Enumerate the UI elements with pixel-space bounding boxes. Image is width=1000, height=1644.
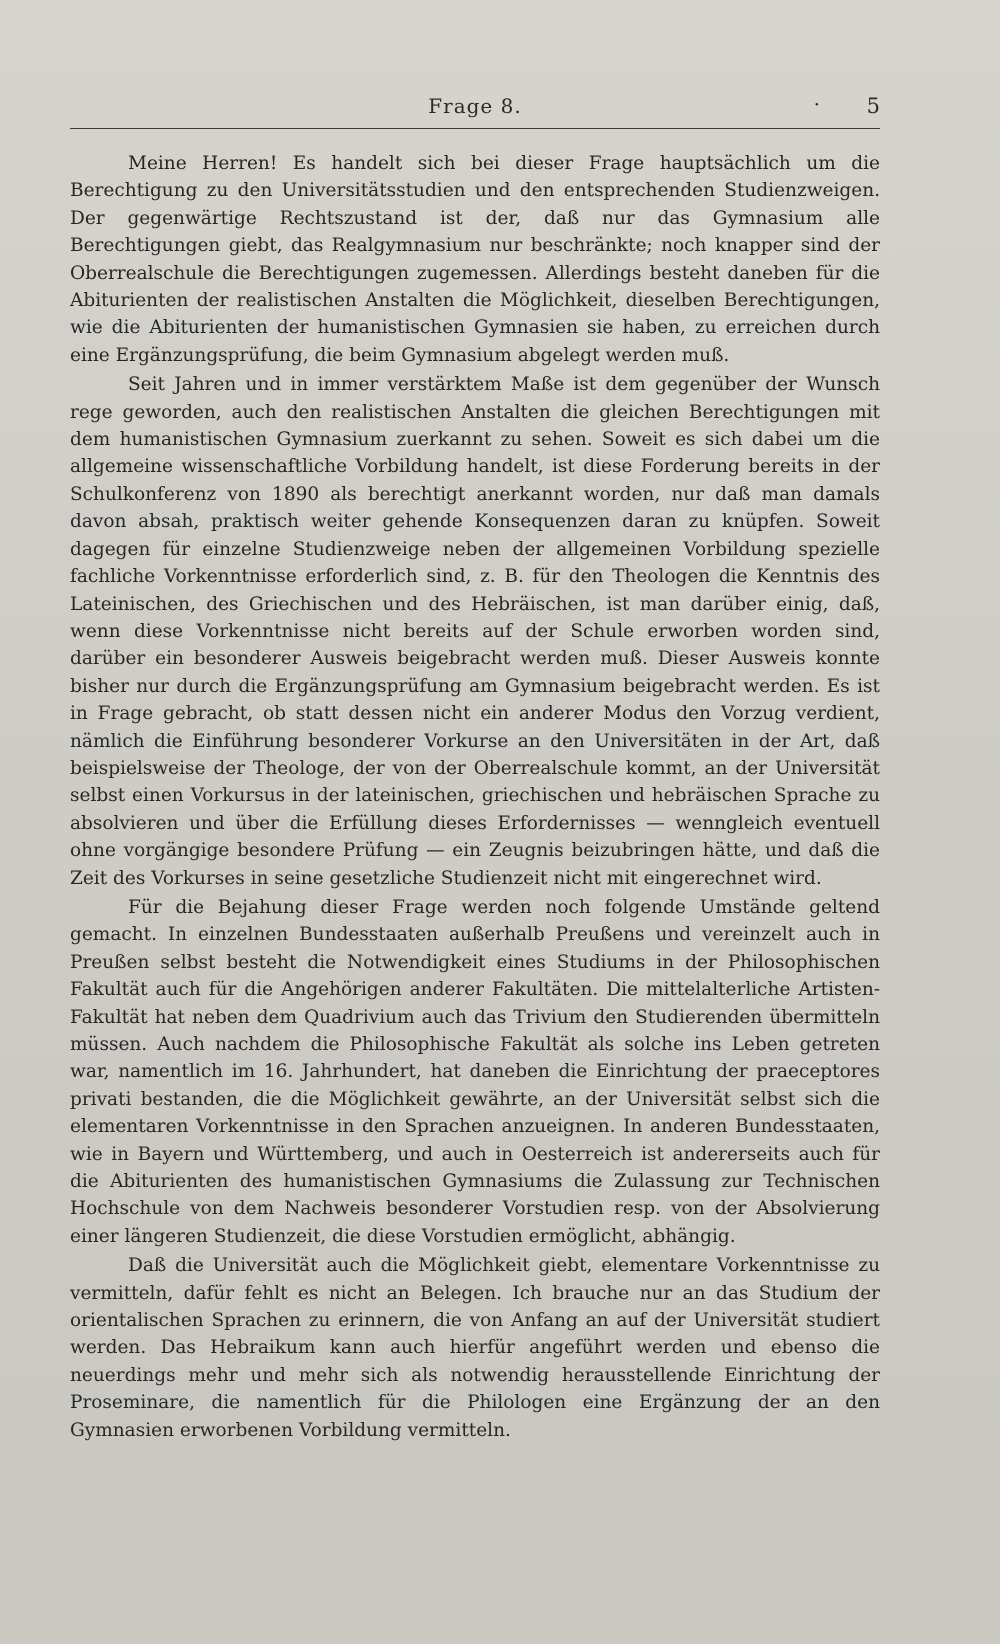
body-text	[70, 150, 880, 1446]
paragraph-3: Für die Bejahung dieser Frage werden noch folgende Umstände geltend gemacht. In einzelnen Bundesstaaten außerhalb Preußens und vereinzelt auch in Preußen selbst besteht die Notwendigkeit eines Studiums in der Philosophischen Fakultät auch für die Angehörigen anderer Fakultäten. Die mittelalterliche Artisten-Fakultät hat neben dem Quadrivium auch das Trivium den Studierenden übermitteln müssen. Auch nachdem die Philosophische Fakultät als solche ins Leben getreten war, namentlich im 16. Jahrhundert, hat daneben die Einrichtung der praeceptores privati bestanden, die die Möglichkeit gewährte, an der Universität selbst sich die elementaren Vorkenntnisse in den Sprachen anzueignen. In anderen Bundesstaaten, wie in Bayern und Württemberg, und auch in Oesterreich ist andererseits auch für die Abiturienten des humanistischen Gymnasiums die Zulassung zur Technischen Hochschule von dem Nachweis besonderer Vorstudien resp. von der Absolvierung einer längeren Studienzeit, die diese Vorstudien ermöglicht, abhängig.	[70, 896, 880, 1247]
page-number: 5	[866, 94, 880, 118]
paragraph-2: Seit Jahren und in immer verstärktem Maße ist dem gegenüber der Wunsch rege geworden, auch den realistischen Anstalten die gleichen Berechtigungen mit dem humanistischen Gymnasium zuerkannt zu sehen. Soweit es sich dabei um die allgemeine wissenschaftliche Vorbildung handelt, ist diese Forderung bereits in der Schulkonferenz von 1890 als berechtigt anerkannt worden, nur daß man damals davon absah, praktisch weiter gehende Konsequenzen daran zu knüpfen. Soweit dagegen für einzelne Studienzweige neben der allgemeinen Vorbildung spezielle fachliche Vorkenntnisse erforderlich sind, z. B. für den Theologen die Kenntnis des Lateinischen, des Griechischen und des Hebräischen, ist man darüber einig, daß, wenn diese Vorkenntnisse nicht bereits auf der Schule erworben worden sind, darüber ein besonderer Ausweis beigebracht werden muß. Dieser Ausweis konnte bisher nur durch die Ergänzungsprüfung am Gymnasium beigebracht werden. Es ist in Frage gebracht, ob statt dessen nicht ein anderer Modus den Vorzug verdient, nämlich die Einführung besonderer Vorkurse an den Universitäten in der Art, daß beispielsweise der Theologe, der von der Oberrealschule kommt, an der Universität selbst einen Vorkursus in der lateinischen, griechischen und hebräischen Sprache zu absolvieren und über die Erfüllung dieses Erfordernisses — wenngleich eventuell ohne vorgängige besondere Prüfung — ein Zeugnis beizubringen hätte, und daß die Zeit des Vorkurses in seine gesetzliche Studienzeit nicht mit eingerechnet wird.	[70, 374, 880, 889]
paragraph-1: Meine Herren! Es handelt sich bei dieser Frage hauptsächlich um die Berechtigung zu den Universitätsstudien und den entsprechenden Studienzweigen. Der gegenwärtige Rechtszustand ist der, daß nur das Gymnasium alle Berechtigungen giebt, das Realgymnasium nur beschränkte; noch knapper sind der Oberrealschule die Berechtigungen zugemessen. Allerdings besteht daneben für die Abiturienten der realistischen Anstalten die Möglichkeit, dieselben Berechtigungen, wie die Abiturienten der humanistischen Gymnasien sie haben, zu erreichen durch eine Ergänzungsprüfung, die beim Gymnasium abgelegt werden muß.	[70, 153, 880, 366]
page-header	[70, 88, 880, 129]
running-head: Frage 8.	[428, 94, 522, 118]
header-dot: ·	[813, 92, 820, 116]
paragraph-4: Daß die Universität auch die Möglichkeit giebt, elementare Vorkenntnisse zu vermitteln, dafür fehlt es nicht an Belegen. Ich brauche nur an das Studium der orientalischen Sprachen zu erinnern, die von Anfang an auf der Universität studiert werden. Das Hebraikum kann auch hierfür angeführt werden und ebenso die neuerdings mehr und mehr sich als notwendig herausstellende Einrichtung der Proseminare, die namentlich für die Philologen eine Ergänzung der an den Gymnasien erworbenen Vorbildung vermitteln.	[70, 1255, 880, 1441]
